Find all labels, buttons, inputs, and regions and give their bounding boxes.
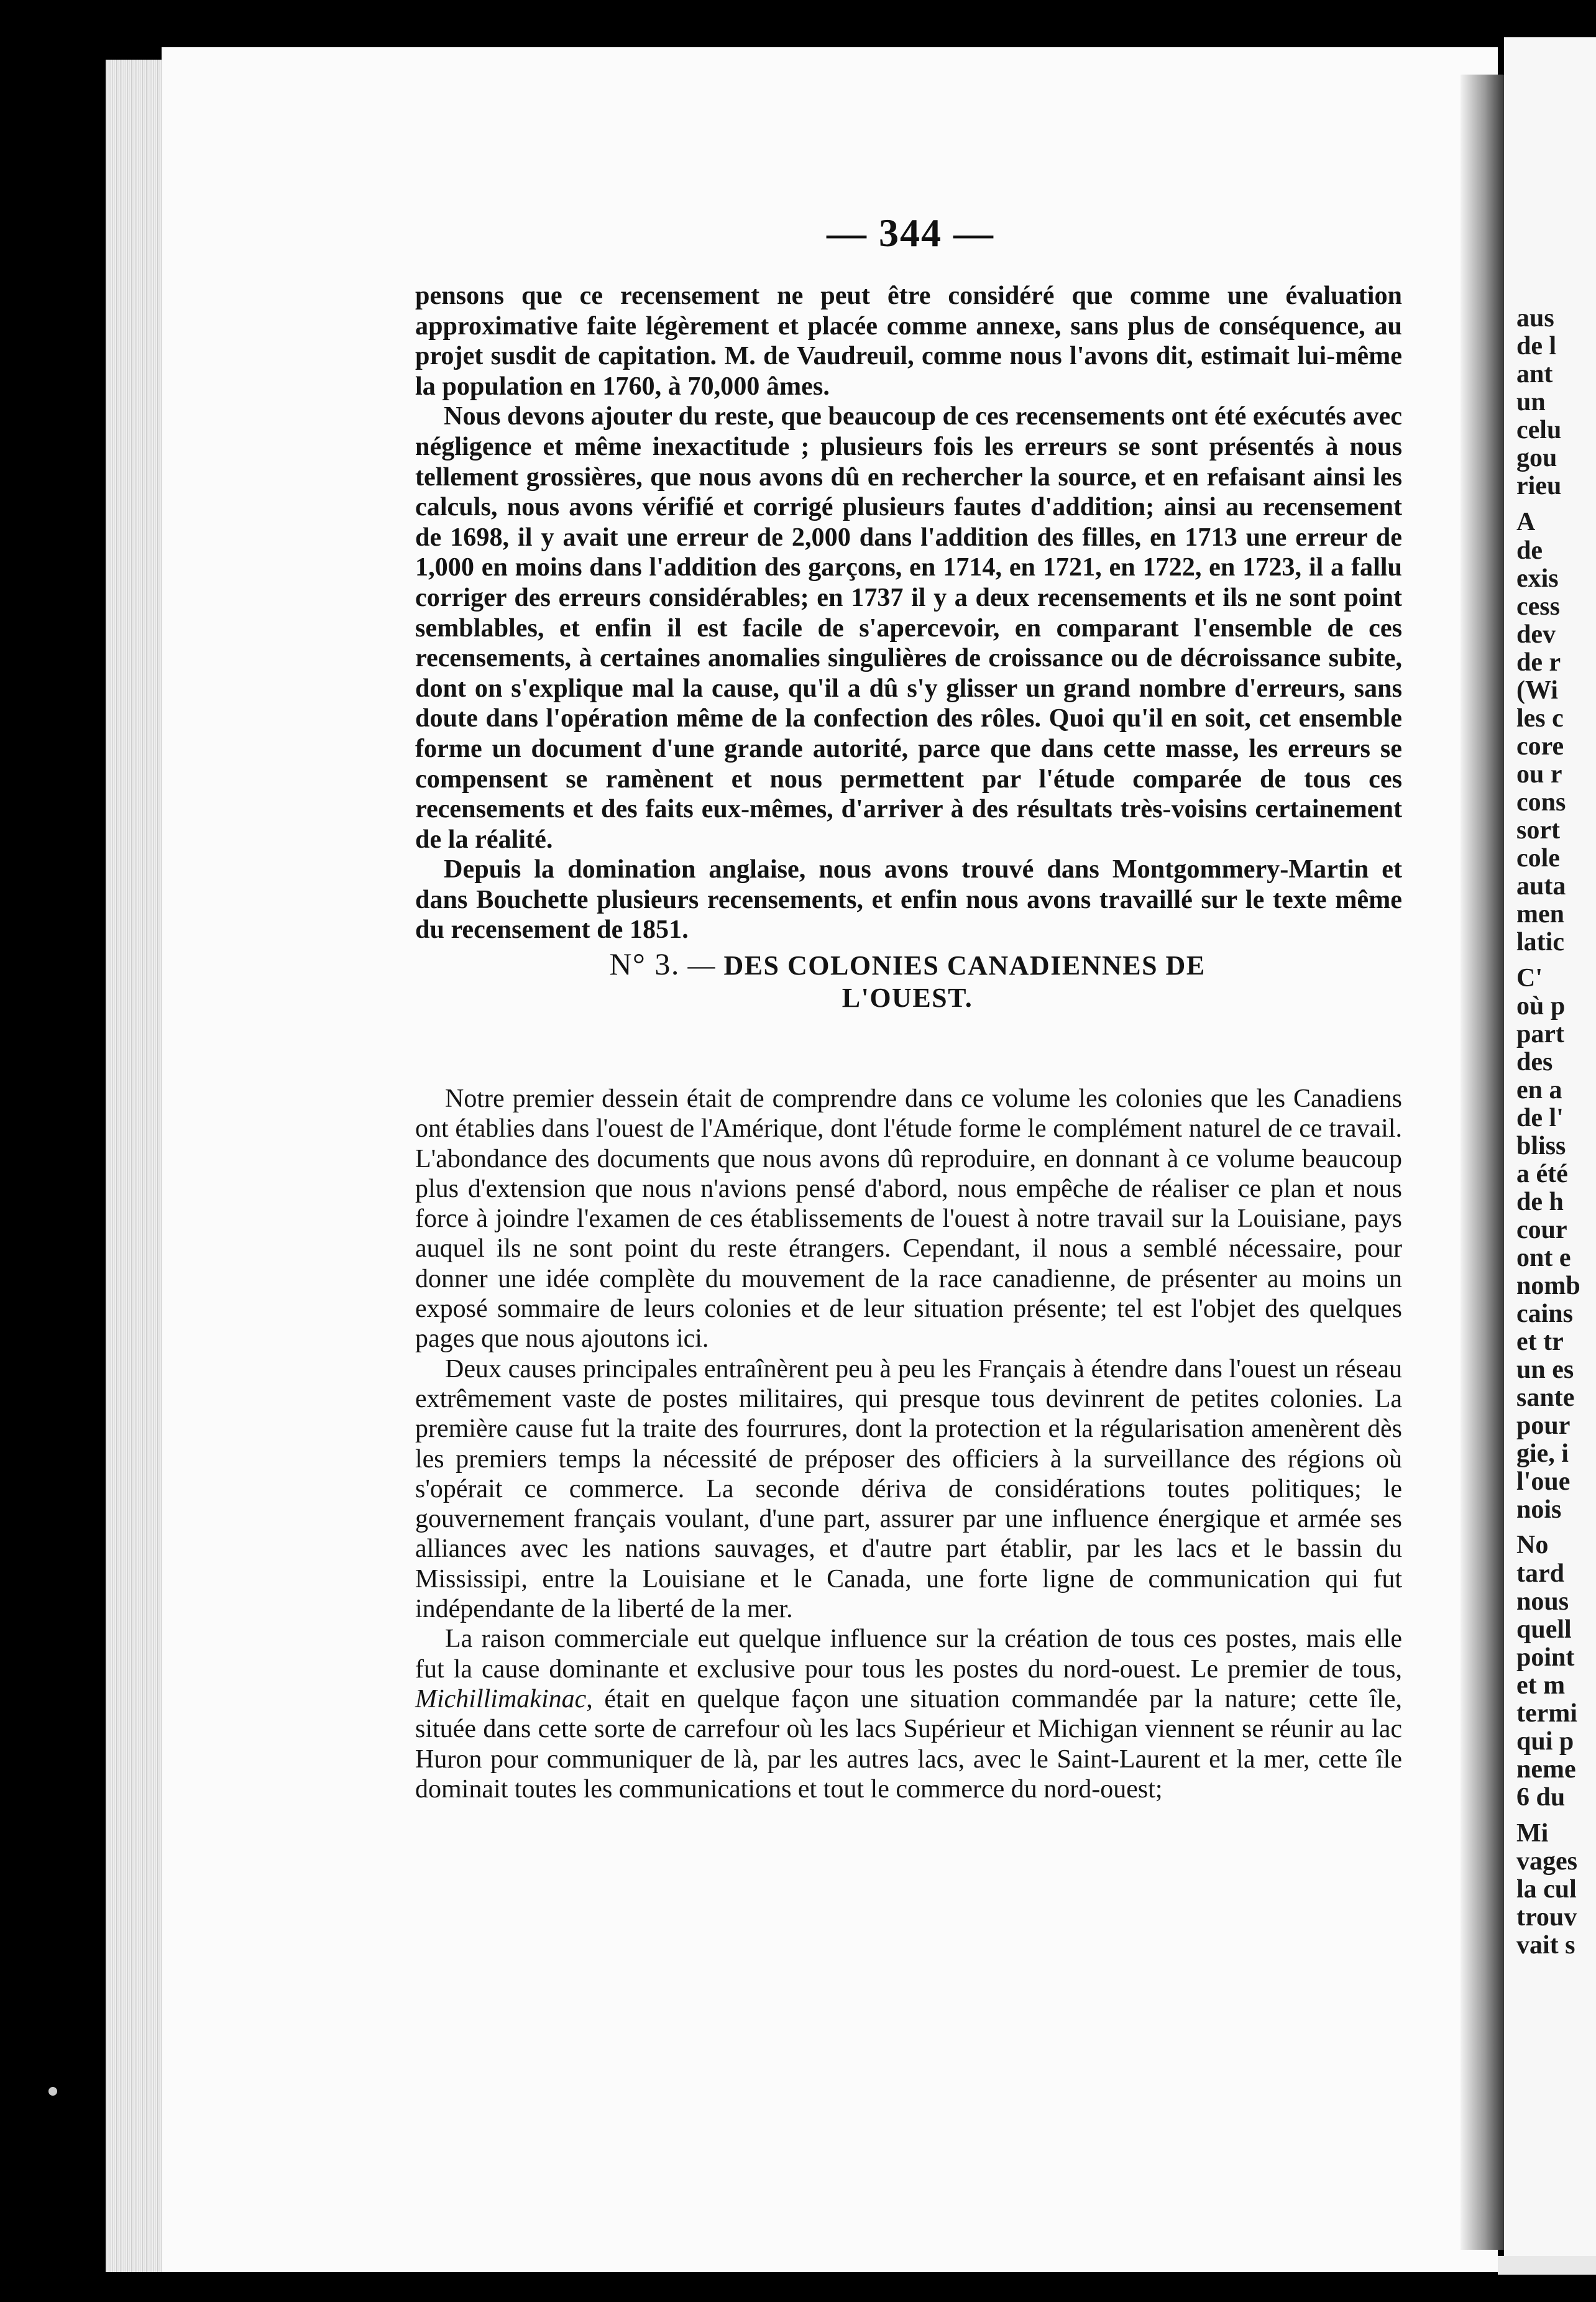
facing-page-line: latic: [1516, 928, 1564, 956]
facing-page-line: part: [1516, 1020, 1564, 1048]
facing-page-line: des: [1516, 1048, 1553, 1076]
facing-page-line: en a: [1516, 1076, 1562, 1104]
facing-page-line: 6 du: [1516, 1783, 1566, 1812]
facing-page-line: et tr: [1516, 1328, 1564, 1356]
facing-page-line: dev: [1516, 620, 1556, 649]
facing-page-line: de: [1516, 536, 1543, 565]
paragraph: Depuis la domination anglaise, nous avons trouvé dans Montgommery-Martin et dans Bouchette plusieurs recensements, et enfin nous avons travaillé sur le texte même du recensement de 1851.: [415, 855, 1402, 945]
facing-page-line: de l': [1516, 1104, 1564, 1132]
facing-page-line: Mi: [1516, 1819, 1549, 1848]
facing-page-line: cains: [1516, 1300, 1574, 1328]
facing-page-line: pour: [1516, 1411, 1571, 1440]
facing-page: [1504, 37, 1596, 2275]
facing-page-line: ou r: [1516, 760, 1562, 789]
paragraph: [415, 1624, 1402, 1804]
page-number: — 344 —: [827, 211, 994, 255]
facing-page-line: nomb: [1516, 1272, 1580, 1300]
facing-page-line: point: [1516, 1643, 1575, 1672]
facing-page-line: de l: [1516, 332, 1557, 360]
facing-page-line: sante: [1516, 1383, 1575, 1412]
place-name-italic: Michillimakinac: [415, 1684, 587, 1713]
facing-page-line: cour: [1516, 1216, 1567, 1244]
book-gutter: [1461, 75, 1504, 2250]
facing-page-line: l'oue: [1516, 1467, 1571, 1496]
facing-page-line: exis: [1516, 564, 1559, 593]
facing-page-line: termi: [1516, 1699, 1577, 1728]
book-page-stack: [106, 60, 165, 2272]
heading-dash: —: [687, 950, 716, 981]
facing-page-line: et m: [1516, 1671, 1566, 1700]
facing-page-line: tard: [1516, 1559, 1564, 1588]
facing-page-line: bliss: [1516, 1132, 1566, 1160]
facing-page-line: celu: [1516, 416, 1562, 444]
facing-page-line: vait s: [1516, 1931, 1575, 1960]
facing-page-line: neme: [1516, 1755, 1576, 1784]
facing-page-line: les c: [1516, 704, 1564, 733]
facing-page-line: C': [1516, 964, 1543, 993]
scan-blemish: [48, 2087, 57, 2096]
paragraph-text: La raison commerciale eut quelque influence sur la création de tous ces postes, mais elle fut la cause dominante et exclusive pour tous les postes du nord-ouest. Le premier de tous,: [415, 1625, 1402, 1684]
facing-page-line: de r: [1516, 648, 1561, 677]
facing-page-line: ant: [1516, 360, 1553, 388]
paragraph: Deux causes principales entraînèrent peu à peu les Français à étendre dans l'ouest un réseau extrêmement vaste de postes militaires, qui presque tous devinrent de petites colonies. La première cause fut la traite des fourrures, dont la protection et la régularisation amenèrent dès les premiers temps la nécessité de préposer des officiers à la surveillance des régions où s'opérait ce commerce. La seconde dériva de considérations toutes politiques; le gouvernement français voulant, d'une part, assurer par une influence énergique et armée ses alliances avec les nations sauvages, et d'autre part établir, par les lacs et le bassin du Mississipi, entre la Louisiane et le Canada, une forte ligne de communication qui fut indépendante de la liberté de la mer.: [415, 1354, 1402, 1624]
facing-page-line: auta: [1516, 872, 1566, 901]
facing-page-line: men: [1516, 900, 1564, 929]
facing-page-line: ont e: [1516, 1244, 1571, 1272]
paragraph: Nous devons ajouter du reste, que beaucoup de ces recensements ont été exécutés avec négligence et même inexactitude ; plusieurs fois les erreurs se sont présentés à nous tellement grossières, que nous avons dû en rechercher la source, et en refaisant ainsi les calculs, nous avons vérifié et corrigé plusieurs fautes d'addition; ainsi au recensement de 1698, il y avait une erreur de 2,000 dans l'addition des filles, en 1713 une erreur de 1,000 en moins dans l'addition des garçons, en 1714, en 1721, en 1722, en 1723, il a fallu corriger des erreurs considérables; en 1737 il y a deux recensements et ils ne sont point semblables, et enfin il est facile de s'apercevoir, en comparant l'ensemble de ces recensements, à certaines anomalies singulières de croissance ou de décroissance subite, dont on s'explique mal la cause, qu'il a dû s'y glisser un grand nombre d'erreurs, sans doute dans l'opération même de la confection des rôles. Quoi qu'il en soit, cet ensemble forme un document d'une grande autorité, parce que dans cette masse, les erreurs se compensent se ramènent et nous permettent par l'étude comparée de tous ces recensements et des faits eux-mêmes, d'arriver à des résultats très-voisins certainement de la réalité.: [415, 401, 1402, 854]
paper-edge: [1498, 2256, 1596, 2275]
facing-page-line: un: [1516, 388, 1546, 416]
section-heading: [566, 946, 1249, 1014]
section-title: DES COLONIES CANADIENNES DE L'OUEST.: [723, 950, 1206, 1013]
paragraph: Notre premier dessein était de comprendre dans ce volume les colonies que les Canadiens ont établies dans l'ouest de l'Amérique, dont l'étude forme le complément naturel de ce travail. L'abondance des documents que nous avons dû reproduire, en donnant à ce volume beaucoup plus d'extension que nous n'avions pensé d'abord, nous empêche de réaliser ce plan et nous force à joindre l'examen de ces établissements de l'ouest à notre travail sur la Louisiane, pays auquel ils ne sont point du reste étrangers. Cependant, il nous a semblé nécessaire, pour donner une idée complète du mouvement de la race canadienne, de présenter au moins un exposé sommaire de leurs colonies et de leur situation présente; tel est l'objet des quelques pages que nous ajoutons ici.: [415, 1085, 1402, 1354]
facing-page-line: sort: [1516, 816, 1560, 845]
facing-page-line: aus: [1516, 304, 1554, 332]
facing-page-line: a été: [1516, 1160, 1568, 1188]
facing-page-line: de h: [1516, 1188, 1564, 1216]
facing-page-line: la cul: [1516, 1875, 1577, 1904]
facing-page-line: cons: [1516, 788, 1566, 817]
facing-page-line: gie, i: [1516, 1439, 1569, 1468]
facing-page-line: cole: [1516, 844, 1560, 873]
paragraph: pensons que ce recensement ne peut être considéré que comme une évaluation approximative faite légèrement et placée comme annexe, sans plus de conséquence, au projet susdit de capitation. M. de Vaudreuil, comme nous l'avons dit, estimait lui-même la population en 1760, à 70,000 âmes.: [415, 281, 1402, 401]
facing-page-line: cess: [1516, 592, 1560, 621]
facing-page-line: A: [1516, 508, 1536, 536]
facing-page-line: où p: [1516, 992, 1566, 1020]
section-number: N° 3.: [609, 947, 680, 981]
facing-page-line: core: [1516, 732, 1564, 761]
facing-page-line: un es: [1516, 1355, 1574, 1384]
section-one-text: [415, 281, 1402, 945]
paragraph-text: , était en quelque façon une situation commandée par la nature; cette île, située dans cette sorte de carrefour où les lacs Supérieur et Michigan viennent se réunir au lac Huron pour communiquer de là, par les autres lacs, avec le Saint-Laurent et la mer, cette île dominait toutes les communications et tout le commerce du nord-ouest;: [415, 1684, 1402, 1804]
facing-page-line: qui p: [1516, 1727, 1574, 1756]
facing-page-line: nous: [1516, 1587, 1569, 1616]
facing-page-line: trouv: [1516, 1903, 1577, 1932]
facing-page-line: vages: [1516, 1847, 1577, 1876]
facing-page-line: (Wi: [1516, 676, 1558, 705]
facing-page-line: No: [1516, 1531, 1549, 1559]
facing-page-line: gou: [1516, 444, 1557, 472]
facing-page-line: quell: [1516, 1615, 1572, 1644]
facing-page-line: rieu: [1516, 472, 1562, 500]
facing-page-line: nois: [1516, 1495, 1562, 1524]
section-two-text: [415, 1084, 1402, 1804]
